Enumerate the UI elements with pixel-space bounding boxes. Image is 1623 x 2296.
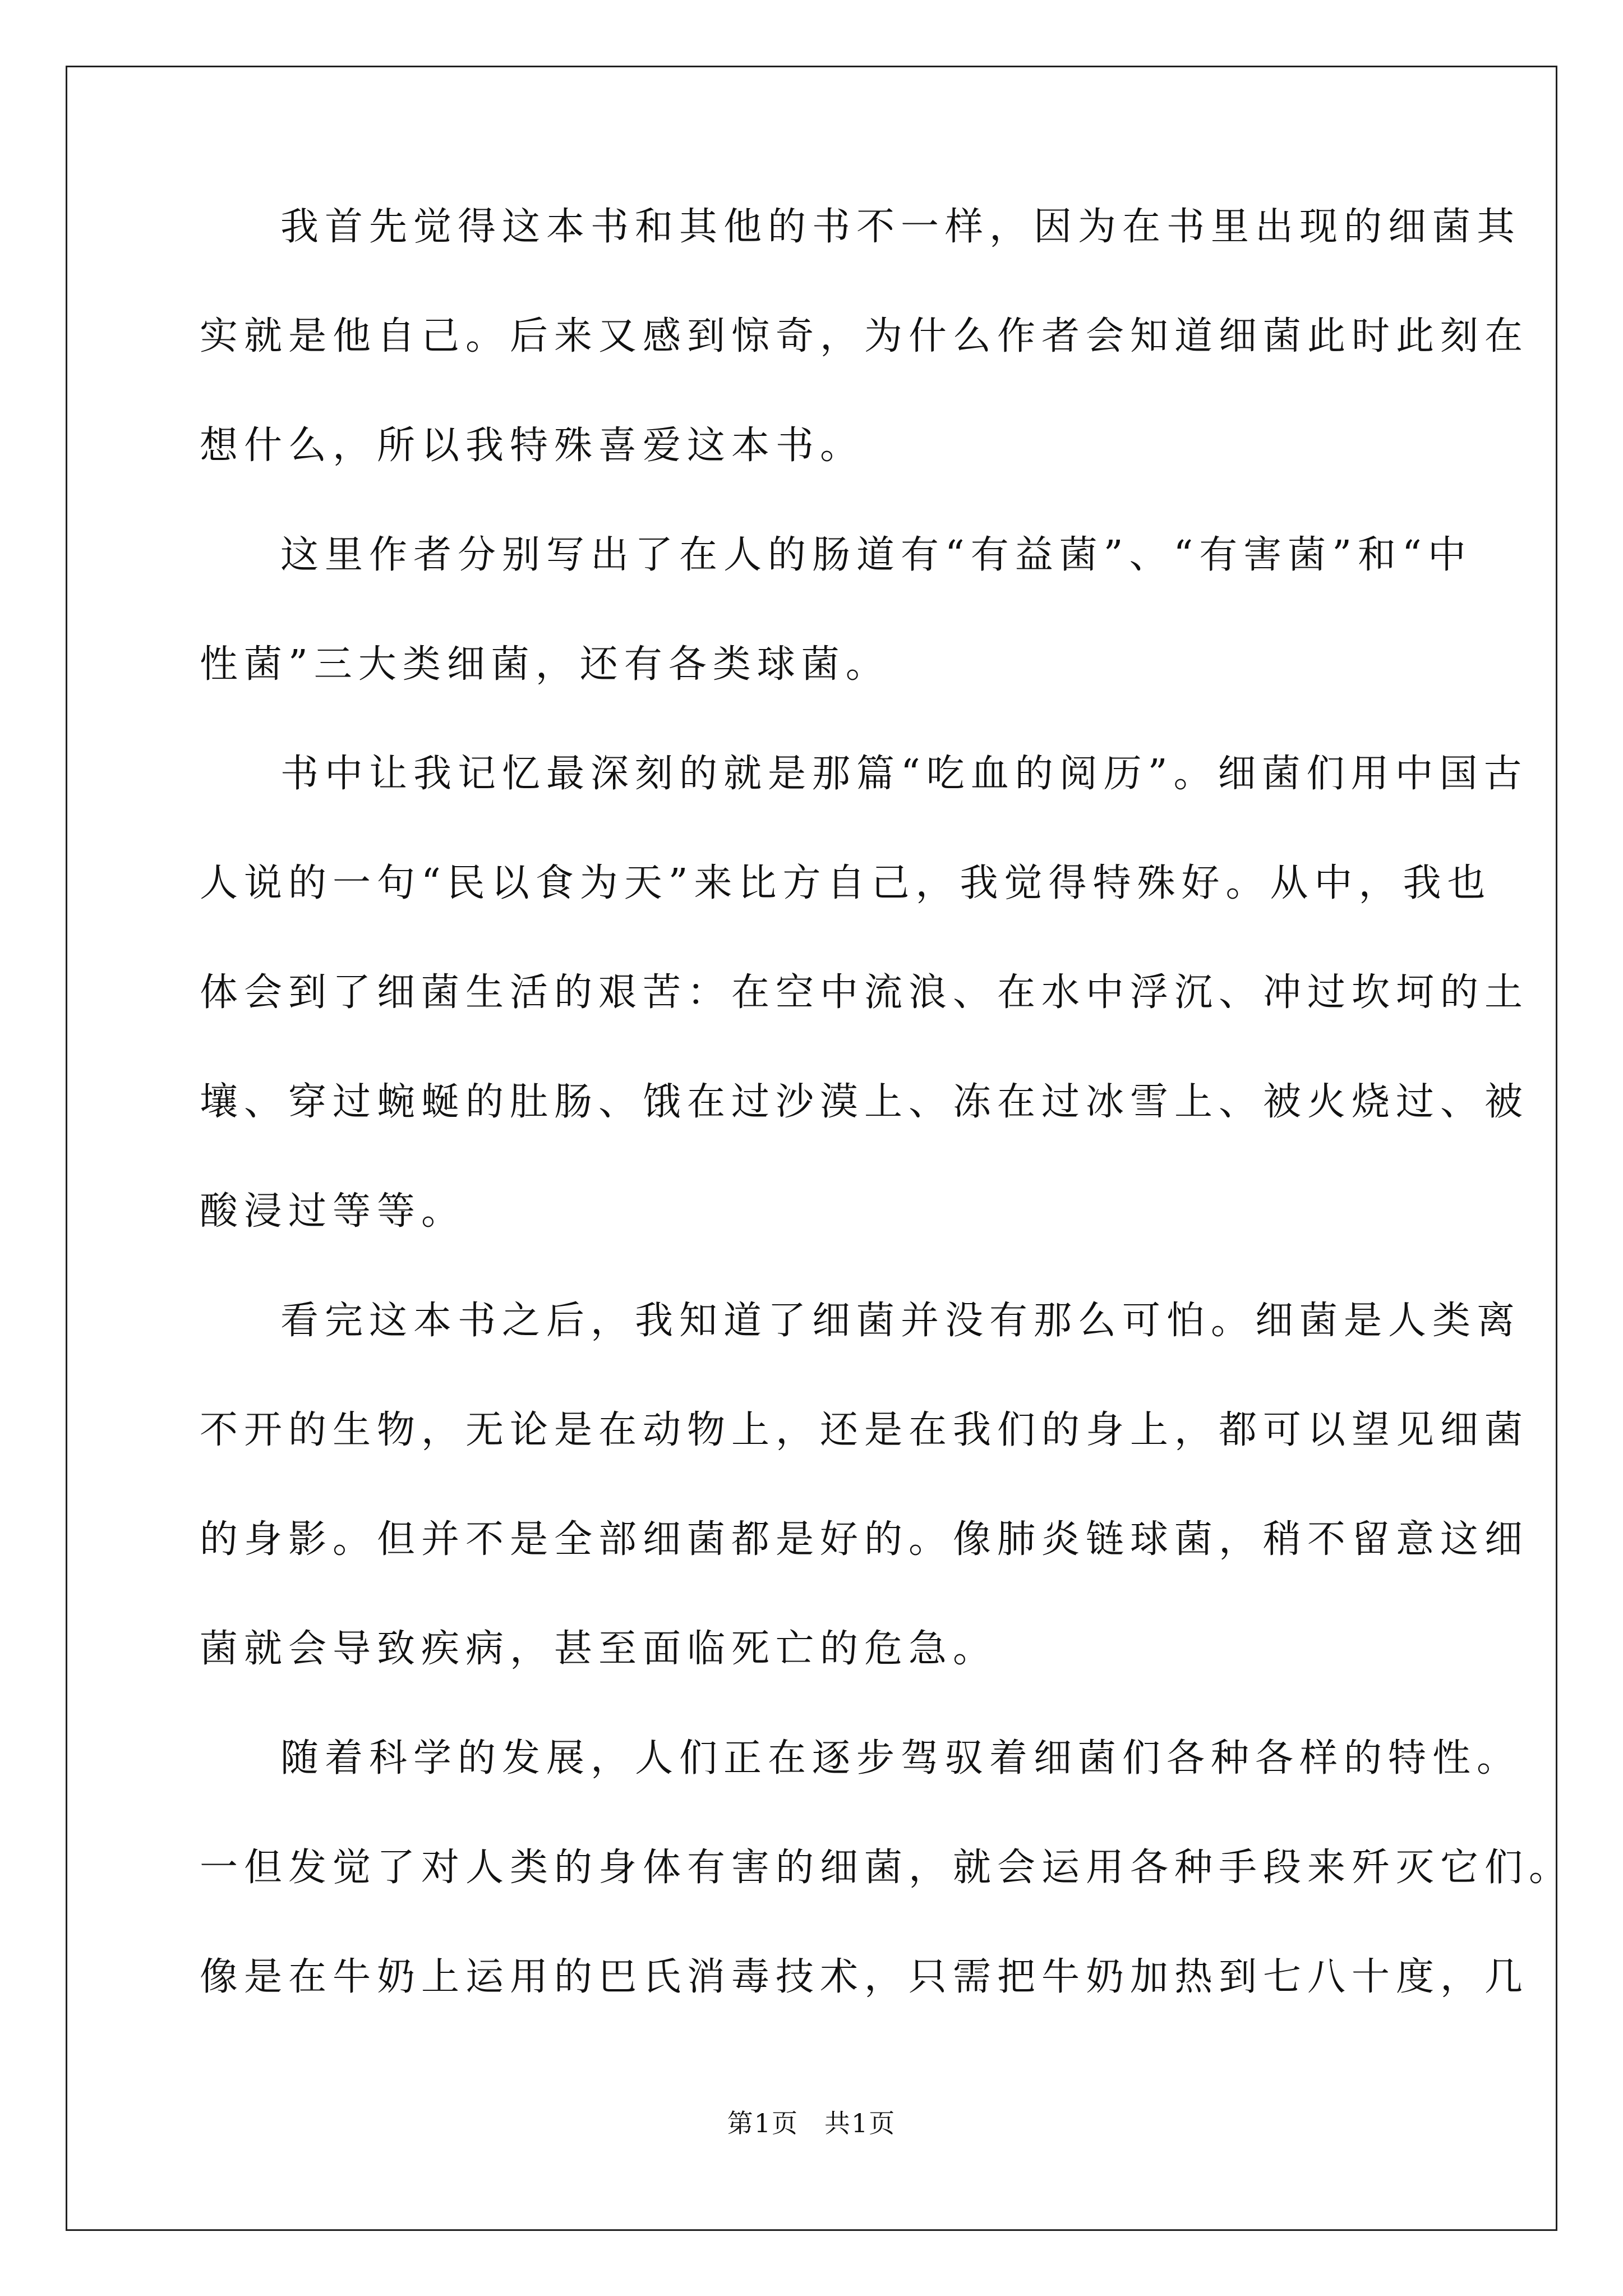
paragraph-2-line-1: 这里作者分别写出了在人的肠道有“有益菌”、“有害菌”和“中 — [280, 533, 1472, 577]
paragraph-5-line-2: 一但发觉了对人类的身体有害的细菌，就会运用各种手段来歼灭它们。 — [200, 1846, 1574, 1890]
page-border — [66, 66, 1557, 2231]
paragraph-3-line-3: 体会到了细菌生活的艰苦：在空中流浪、在水中浮沉、冲过坎坷的土 — [200, 970, 1529, 1015]
paragraph-3-line-5: 酸浸过等等。 — [200, 1189, 466, 1234]
paragraph-4-line-2: 不开的生物，无论是在动物上，还是在我们的身上，都可以望见细菌 — [200, 1408, 1529, 1452]
paragraph-4-line-4: 菌就会导致疾病，甚至面临死亡的危急。 — [200, 1627, 998, 1671]
paragraph-1-line-3: 想什么，所以我特殊喜爱这本书。 — [200, 424, 865, 468]
page-number-total: 共1页 — [824, 2108, 896, 2138]
paragraph-4-line-3: 的身影。但并不是全部细菌都是好的。像肺炎链球菌，稍不留意这细 — [200, 1517, 1529, 1562]
paragraph-1-line-1: 我首先觉得这本书和其他的书不一样，因为在书里出现的细菌其 — [280, 205, 1521, 249]
page-number-current: 第1页 — [727, 2108, 799, 2138]
paragraph-5-line-3: 像是在牛奶上运用的巴氏消毒技术，只需把牛奶加热到七八十度，几 — [200, 1955, 1529, 1999]
paragraph-3-line-2: 人说的一句“民以食为天”来比方自己，我觉得特殊好。从中，我也 — [200, 861, 1492, 905]
paragraph-3-line-4: 壤、穿过蜿蜒的肚肠、饿在过沙漠上、冻在过冰雪上、被火烧过、被 — [200, 1080, 1529, 1124]
paragraph-5-line-1: 随着科学的发展，人们正在逐步驾驭着细菌们各种各样的特性。 — [280, 1736, 1521, 1780]
paragraph-4-line-1: 看完这本书之后，我知道了细菌并没有那么可怕。细菌是人类离 — [280, 1299, 1521, 1343]
paragraph-2-line-2: 性菌”三大类细菌，还有各类球菌。 — [200, 642, 890, 687]
paragraph-1-line-2: 实就是他自己。后来又感到惊奇，为什么作者会知道细菌此时此刻在 — [200, 314, 1529, 358]
page-footer — [0, 2106, 1623, 2140]
paragraph-3-line-1: 书中让我记忆最深刻的就是那篇“吃血的阅历”。细菌们用中国古 — [280, 752, 1528, 796]
